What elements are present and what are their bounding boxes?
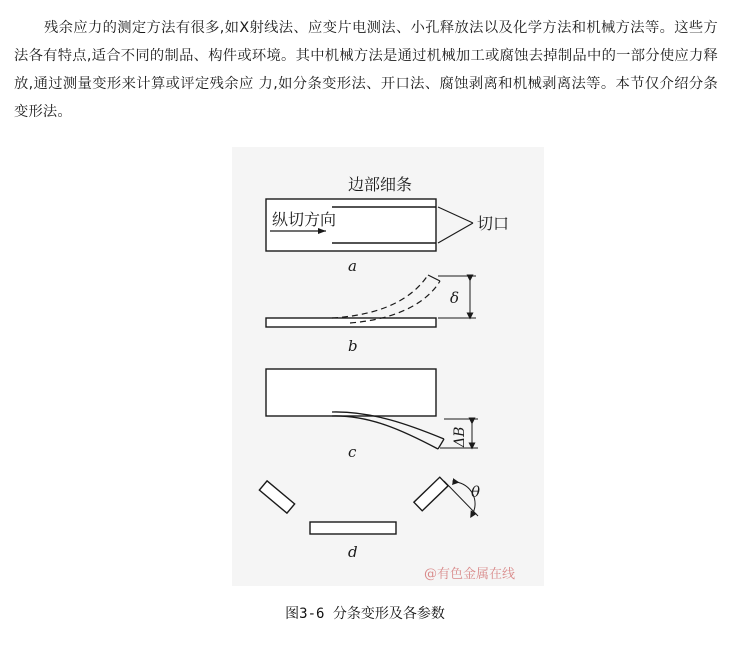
cut-label: 切口 xyxy=(477,214,510,233)
panel-d-label: d xyxy=(348,543,358,561)
panel-c-label: c xyxy=(348,443,357,461)
plate-c xyxy=(266,369,436,416)
cut-direction-label: 纵切方向 xyxy=(272,210,337,229)
intro-paragraph: 残余应力的测定方法有很多,如X射线法、应变片电测法、小孔释放法以及化学方法和机械方法等。这些方法各有特点,适合不同的制品、构件或环境。其中机械方法是通过机械加工或腐蚀去掉制品中的一部分使应力释放,通过测量变形来计算或评定残余应 力,如分条变形法、开口法、腐蚀剥离和机械剥离法等。本节仅介绍分条变形法。 xyxy=(14,20,718,120)
delta-b-label: ΔB xyxy=(452,426,468,447)
theta-label: θ xyxy=(471,483,481,501)
strip-deformation-figure xyxy=(232,147,544,586)
watermark: @有色金属在线 xyxy=(424,567,516,582)
delta-label: δ xyxy=(450,289,460,307)
panel-a-label: a xyxy=(348,257,357,275)
strip-center xyxy=(310,522,396,534)
figure-caption: 图3-6 分条变形及各参数 xyxy=(285,606,445,622)
edge-strip-label: 边部细条 xyxy=(348,175,413,194)
panel-b-label: b xyxy=(348,337,358,355)
